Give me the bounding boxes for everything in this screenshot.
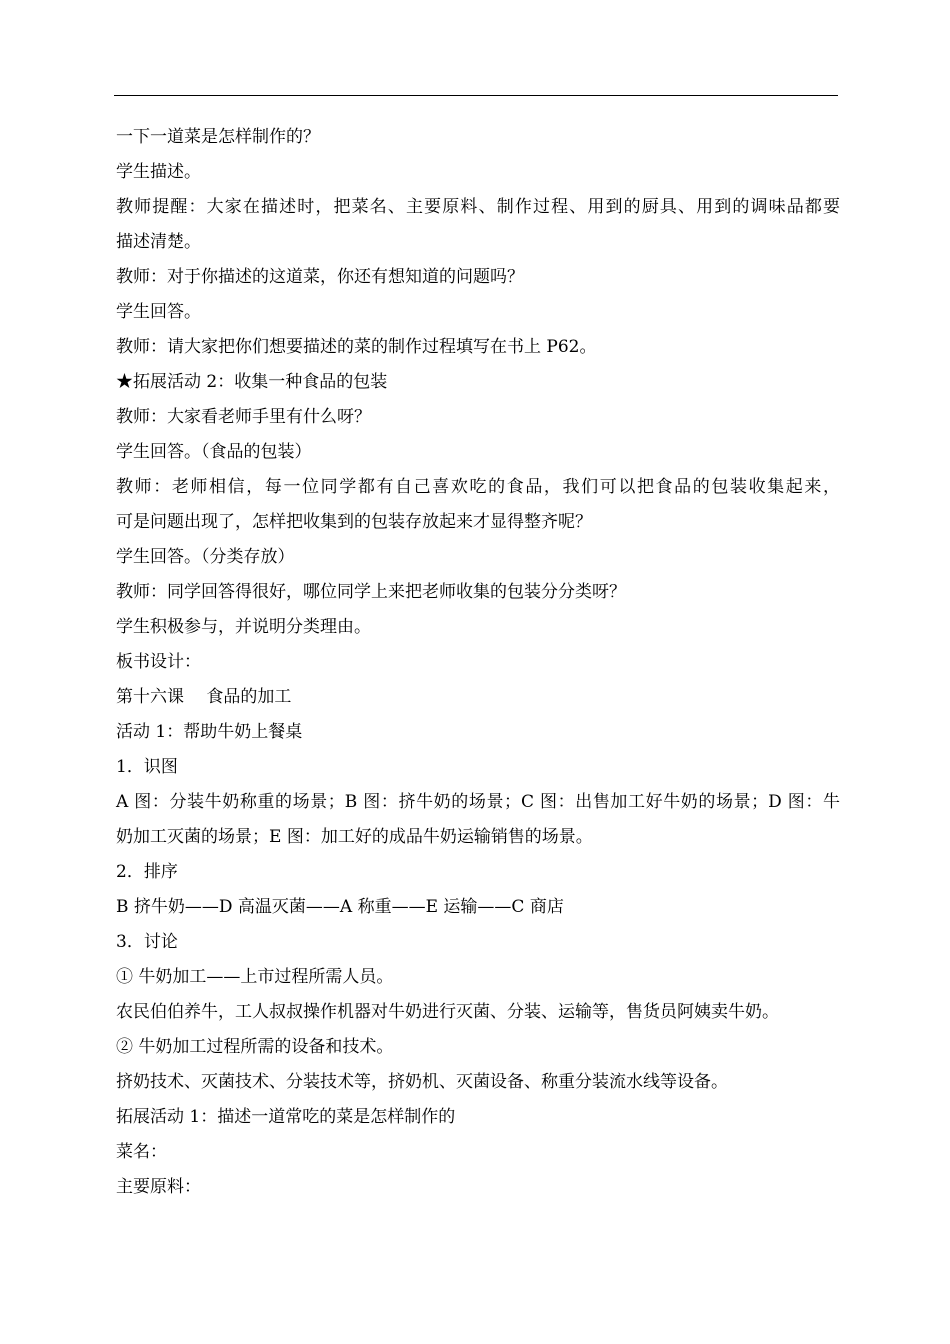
- text-line: 挤奶技术、灭菌技术、分装技术等，挤奶机、灭菌设备、称重分装流水线等设备。: [116, 1072, 728, 1092]
- text-line: B 挤牛奶——D 高温灭菌——A 称重——E 运输——C 商店: [116, 897, 564, 917]
- text-line: 教师：同学回答得很好，哪位同学上来把老师收集的包装分分类呀？: [116, 582, 626, 602]
- text-line: 教师：大家看老师手里有什么呀？: [116, 407, 371, 427]
- text-line: 教师：请大家把你们想要描述的菜的制作过程填写在书上 P62。: [116, 337, 597, 357]
- text-line: 板书设计：: [116, 652, 201, 672]
- list-item: ① 牛奶加工——上市过程所需人员。: [116, 967, 394, 987]
- lesson-title: 第十六课 食品的加工: [116, 687, 292, 707]
- text-line: 农民伯伯养牛，工人叔叔操作机器对牛奶进行灭菌、分装、运输等，售货员阿姨卖牛奶。: [116, 1002, 779, 1022]
- text-line: 学生回答。（食品的包装）: [116, 442, 312, 462]
- text-line: 教师：老师相信，每一位同学都有自己喜欢吃的食品，我们可以把食品的包装收集起来，: [116, 477, 840, 497]
- activity-heading: 活动 1：帮助牛奶上餐桌: [116, 722, 303, 742]
- text-line: 一下一道菜是怎样制作的？: [116, 127, 320, 147]
- form-label: 主要原料：: [116, 1177, 201, 1197]
- section-heading: 1．识图: [116, 757, 178, 777]
- section-heading: 3．讨论: [116, 932, 178, 952]
- text-line: ★拓展活动 2：收集一种食品的包装: [116, 372, 388, 392]
- text-line: A 图：分装牛奶称重的场景；B 图：挤牛奶的场景；C 图：出售加工好牛奶的场景；D 图：牛: [116, 792, 840, 812]
- text-line: 学生回答。（分类存放）: [116, 547, 295, 567]
- text-line: 学生描述。: [116, 162, 201, 182]
- text-line: 可是问题出现了，怎样把收集到的包装存放起来才显得整齐呢？: [116, 512, 592, 532]
- header-rule: [114, 95, 838, 96]
- activity-heading: 拓展活动 1：描述一道常吃的菜是怎样制作的: [116, 1107, 456, 1127]
- text-line: 学生回答。: [116, 302, 201, 322]
- text-line: 描述清楚。: [116, 232, 201, 252]
- list-item: ② 牛奶加工过程所需的设备和技术。: [116, 1037, 394, 1057]
- text-line: 教师提醒：大家在描述时，把菜名、主要原料、制作过程、用到的厨具、用到的调味品都要: [116, 197, 840, 217]
- text-line: 学生积极参与，并说明分类理由。: [116, 617, 371, 637]
- document-body: [116, 120, 840, 1205]
- text-line: 教师：对于你描述的这道菜，你还有想知道的问题吗？: [116, 267, 524, 287]
- section-heading: 2．排序: [116, 862, 178, 882]
- text-line: 奶加工灭菌的场景；E 图：加工好的成品牛奶运输销售的场景。: [116, 827, 593, 847]
- form-label: 菜名：: [116, 1142, 167, 1162]
